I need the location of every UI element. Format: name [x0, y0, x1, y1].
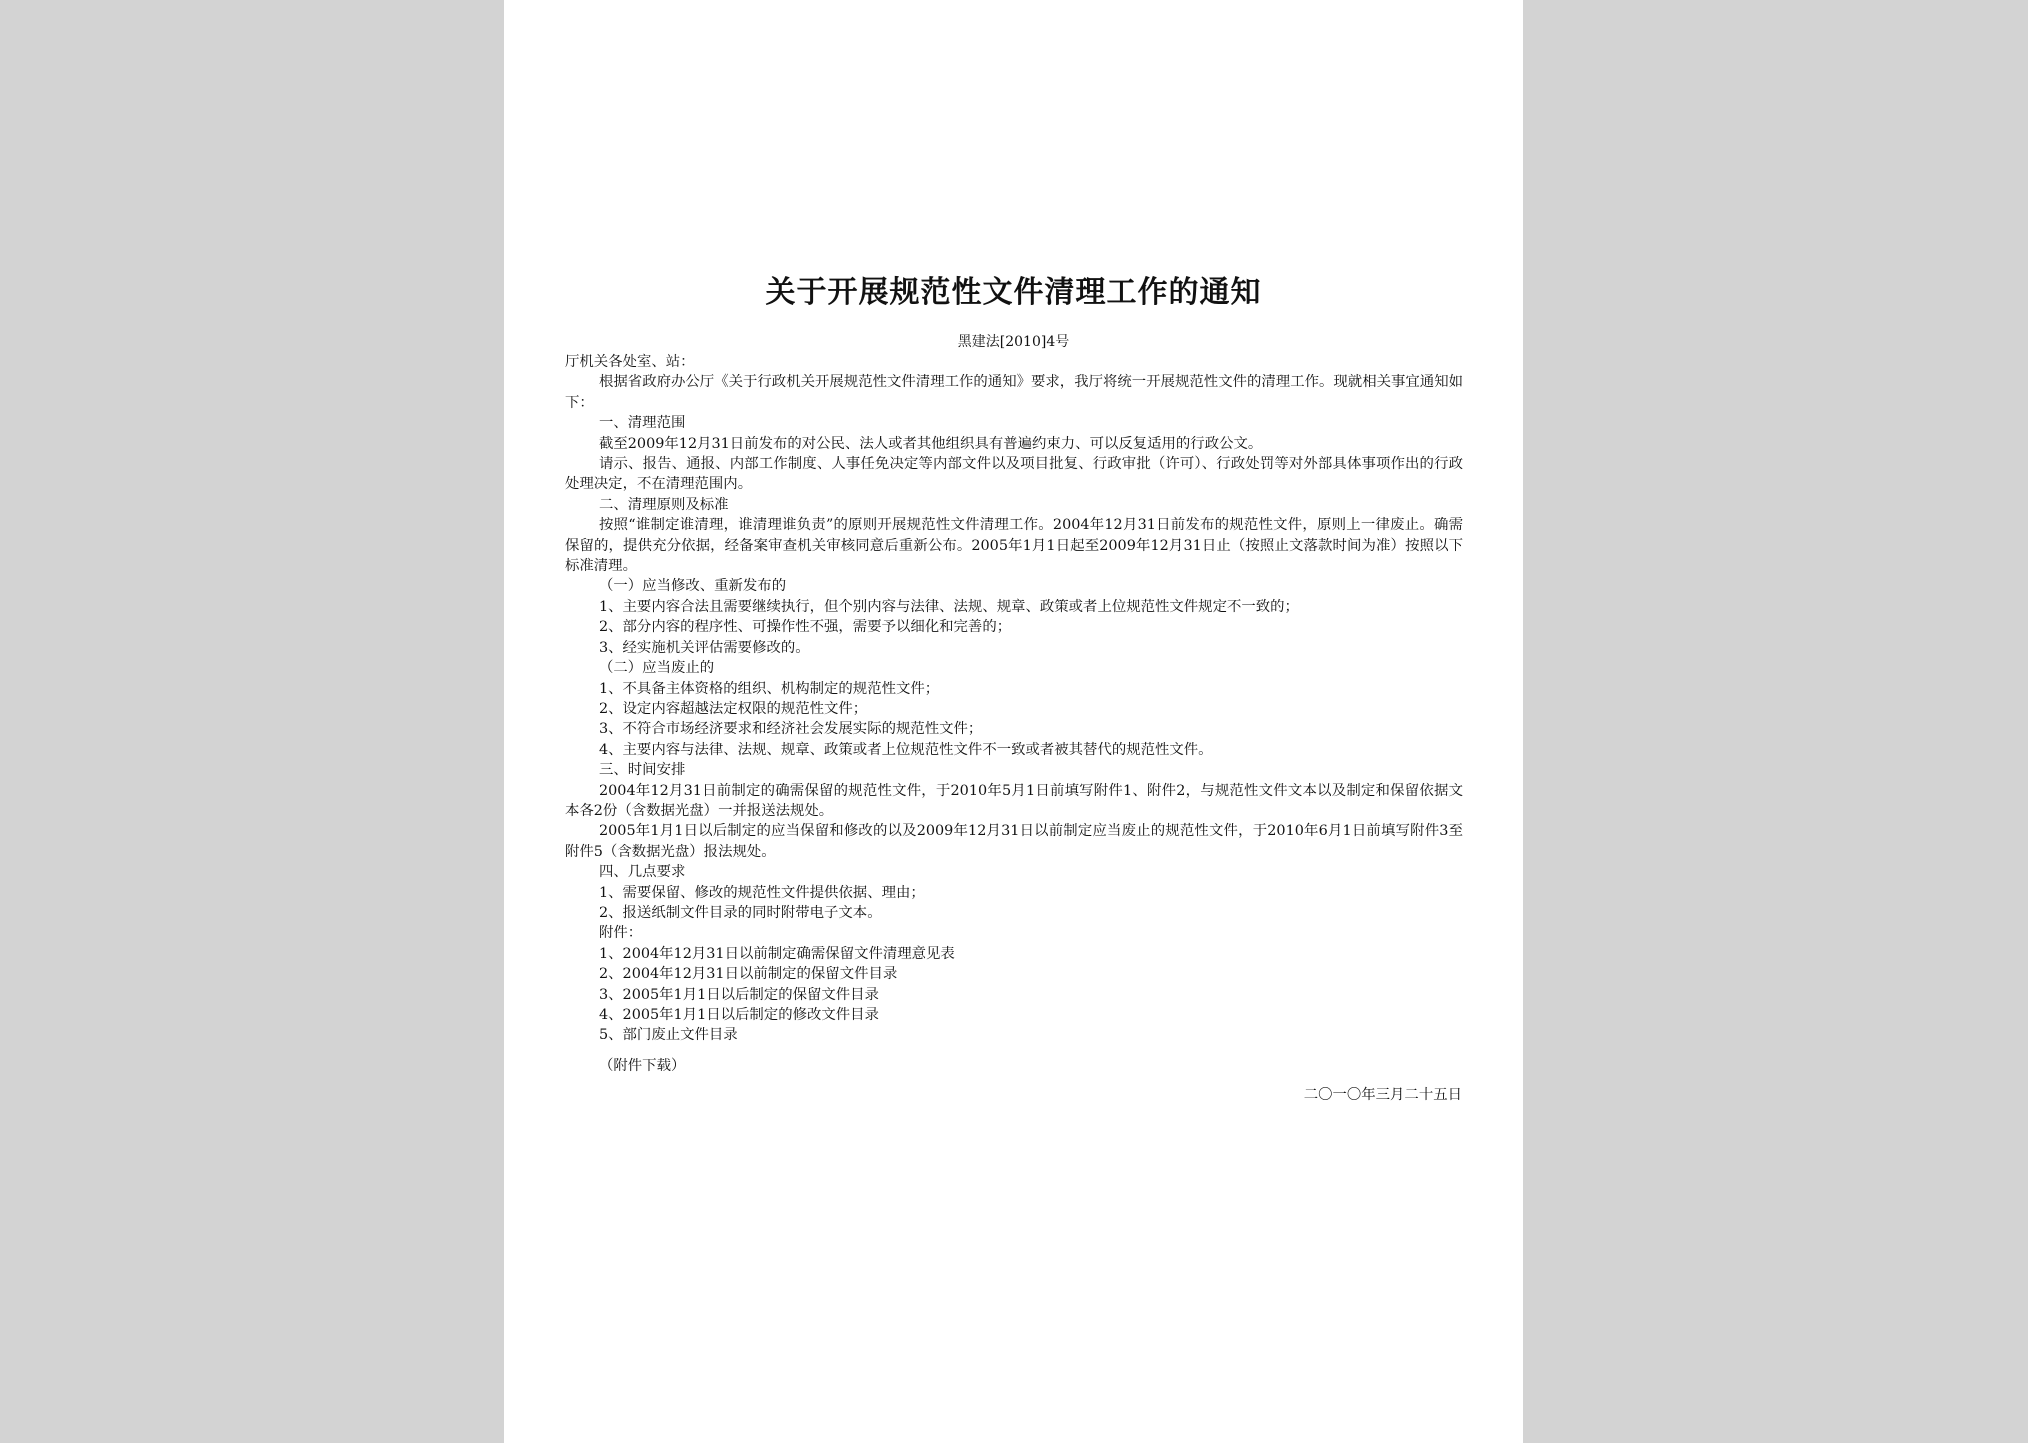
attachment-item: 1、2004年12月31日以前制定确需保留文件清理意见表	[599, 945, 955, 962]
section-heading: 三、时间安排	[599, 762, 686, 779]
paragraph: 2004年12月31日前制定的确需保留的规范性文件，于2010年5月1日前填写附件1、附件2，与规范性文件文本以及制定和保留依据文本各2份（含数据光盘）一并报送法规处。	[565, 782, 1463, 819]
list-item: 2、部分内容的程序性、可操作性不强，需要予以细化和完善的；	[599, 619, 1012, 636]
addressee: 厅机关各处室、站：	[565, 354, 695, 370]
attachment-item: 4、2005年1月1日以后制定的修改文件目录	[599, 1007, 879, 1023]
list-item: 3、经实施机关评估需要修改的。	[599, 639, 810, 656]
attachment-item: 3、2005年1月1日以后制定的保留文件目录	[599, 986, 879, 1003]
list-item: 3、不符合市场经济要求和经济社会发展实际的规范性文件；	[599, 721, 983, 738]
list-item: 1、主要内容合法且需要继续执行，但个别内容与法律、法规、规章、政策或者上位规范性文件规定不一致的；	[599, 598, 1299, 615]
document-body	[565, 352, 1463, 1076]
list-item: 2、报送纸制文件目录的同时附带电子文本。	[599, 904, 882, 921]
document-page	[504, 0, 1523, 1443]
list-item: 4、主要内容与法律、法规、规章、政策或者上位规范性文件不一致或者被其替代的规范性文件。	[599, 741, 1213, 758]
subsection-heading: （一）应当修改、重新发布的	[599, 578, 787, 595]
attachment-item: 5、部门废止文件目录	[599, 1027, 738, 1044]
attachment-item: 2、2004年12月31日以前制定的保留文件目录	[599, 966, 898, 983]
section-heading: 一、清理范围	[599, 415, 686, 432]
section-heading: 四、几点要求	[599, 864, 686, 881]
paragraph: 2005年1月1日以后制定的应当保留和修改的以及2009年12月31日以前制定应当废止的规范性文件，于2010年6月1日前填写附件3至附件5（含数据光盘）报法规处。	[565, 823, 1463, 860]
paragraph: 根据省政府办公厅《关于行政机关开展规范性文件清理工作的通知》要求，我厅将统一开展规范性文件的清理工作。现就相关事宜通知如下：	[565, 374, 1463, 411]
paragraph: 截至2009年12月31日前发布的对公民、法人或者其他组织具有普遍约束力、可以反复适用的行政公文。	[599, 435, 1263, 452]
paragraph: 请示、报告、通报、内部工作制度、人事任免决定等内部文件以及项目批复、行政审批（许可）、行政处罚等对外部具体事项作出的行政处理决定，不在清理范围内。	[565, 456, 1463, 493]
document-title: 关于开展规范性文件清理工作的通知	[765, 275, 1262, 310]
document-number: 黑建法[2010]4号	[957, 334, 1070, 350]
attachments-heading: 附件：	[599, 925, 643, 942]
page-content	[504, 0, 1523, 1443]
list-item: 1、需要保留、修改的规范性文件提供依据、理由；	[599, 884, 925, 901]
section-heading: 二、清理原则及标准	[599, 496, 729, 513]
list-item: 2、设定内容超越法定权限的规范性文件；	[599, 700, 868, 717]
subsection-heading: （二）应当废止的	[599, 660, 715, 677]
list-item: 1、不具备主体资格的组织、机构制定的规范性文件；	[599, 680, 940, 697]
paragraph: 按照“谁制定谁清理，谁清理谁负责”的原则开展规范性文件清理工作。2004年12月31日前发布的规范性文件，原则上一律废止。确需保留的，提供充分依据，经备案审查机关审核同意后重新公布。2005年1月1日起至2009年12月31日止（按照止文落款时间为准）按照以下标准清理。	[565, 517, 1463, 575]
attachment-download-link[interactable]: （附件下载）	[599, 1057, 686, 1074]
document-date: 二〇一〇年三月二十五日	[1303, 1087, 1462, 1103]
